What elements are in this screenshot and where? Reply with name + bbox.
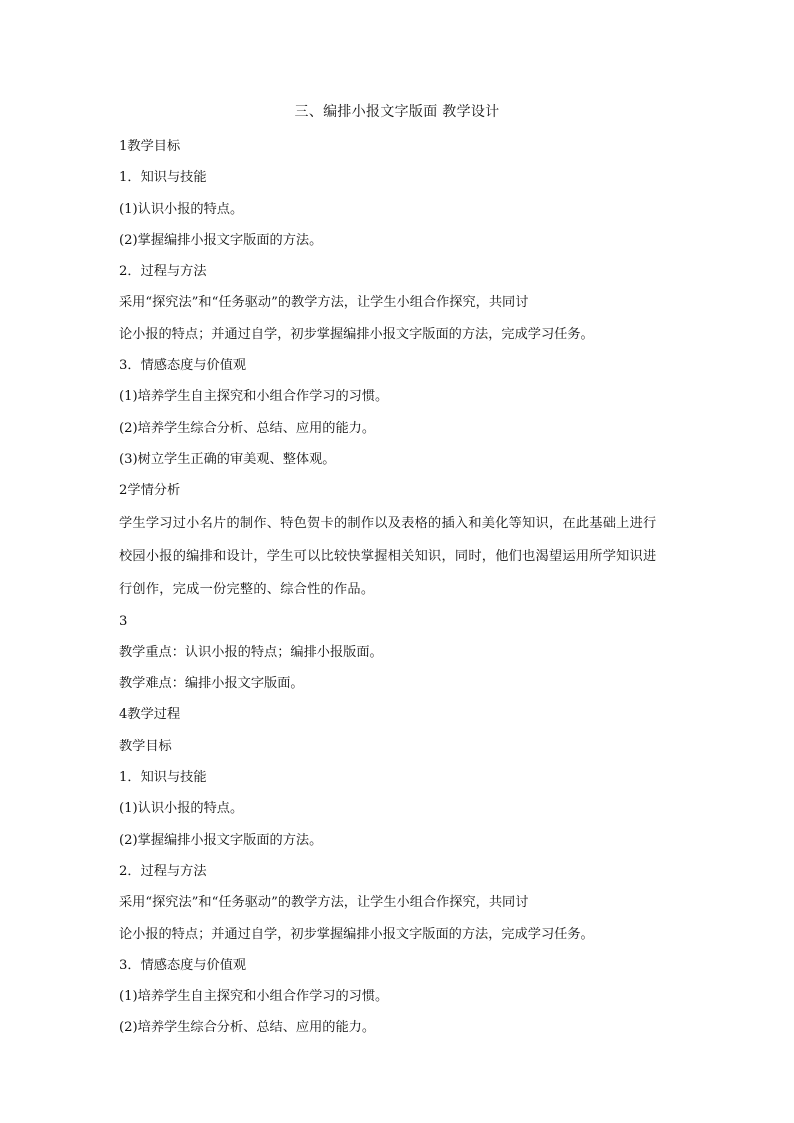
section-heading-process: 4教学过程: [119, 707, 181, 723]
text-line: 采用“探究法”和“任务驱动”的教学方法，让学生小组合作探究，共同讨: [119, 295, 529, 311]
text-line: 论小报的特点；并通过自学，初步掌握编排小报文字版面的方法，完成学习任务。: [119, 326, 594, 342]
analysis-paragraph-line: 校园小报的编排和设计，学生可以比较快掌握相关知识，同时，他们也渴望运用所学知识进: [119, 548, 657, 564]
text-line: (1)培养学生自主探究和小组合作学习的习惯。: [119, 389, 389, 405]
analysis-paragraph-line: 学生学习过小名片的制作、特色贺卡的制作以及表格的插入和美化等知识，在此基础上进行: [119, 515, 657, 531]
text-line: (2)掌握编排小报文字版面的方法。: [119, 232, 323, 248]
key-points-line: 教学重点：认识小报的特点；编排小报版面。: [119, 644, 383, 660]
text-line: (1)认识小报的特点。: [119, 801, 244, 817]
section-heading-analysis: 2学情分析: [119, 483, 181, 499]
text-line: (2)培养学生综合分析、总结、应用的能力。: [119, 1020, 376, 1036]
subheading-knowledge-skills: 1．知识与技能: [119, 770, 207, 786]
subheading-process-methods: 2．过程与方法: [119, 264, 207, 280]
text-line: 采用“探究法”和“任务驱动”的教学方法，让学生小组合作探究，共同讨: [119, 895, 529, 911]
section-heading-objectives: 1教学目标: [119, 139, 181, 154]
subheading-process-methods: 2．过程与方法: [119, 863, 207, 879]
subheading-attitudes-values: 3．情感态度与价值观: [119, 957, 247, 973]
analysis-paragraph-line: 行创作，完成一份完整的、综合性的作品。: [119, 581, 375, 597]
text-line: (1)认识小报的特点。: [119, 201, 244, 217]
subheading-knowledge-skills: 1．知识与技能: [119, 170, 207, 186]
document-body: [119, 131, 679, 1044]
document-title: 三、编排小报文字版面 教学设计: [294, 104, 500, 120]
text-line: (1)培养学生自主探究和小组合作学习的习惯。: [119, 989, 389, 1005]
difficulties-line: 教学难点：编排小报文字版面。: [119, 676, 304, 692]
text-line: 论小报的特点；并通过自学，初步掌握编排小报文字版面的方法，完成学习任务。: [119, 926, 594, 942]
subheading-objectives: 教学目标: [119, 738, 172, 754]
text-line: (2)培养学生综合分析、总结、应用的能力。: [119, 420, 376, 436]
subheading-attitudes-values: 3．情感态度与价值观: [119, 358, 247, 374]
text-line: (3)树立学生正确的审美观、整体观。: [119, 451, 336, 467]
section-heading-3: 3: [119, 613, 128, 629]
text-line: (2)掌握编排小报文字版面的方法。: [119, 832, 323, 848]
